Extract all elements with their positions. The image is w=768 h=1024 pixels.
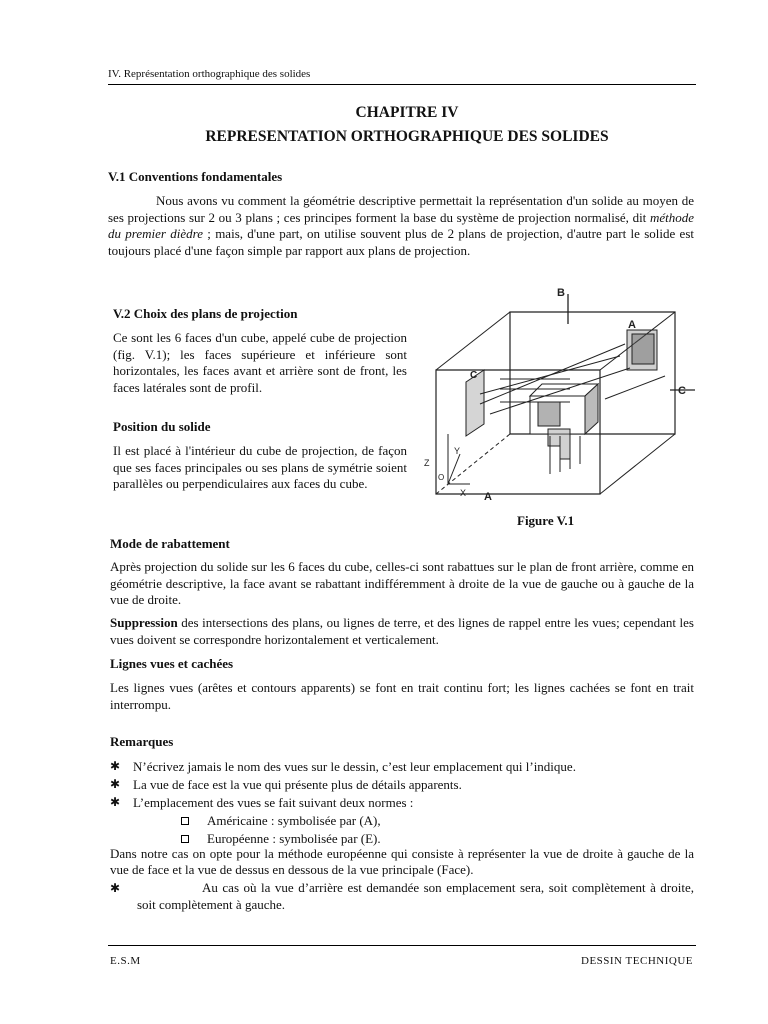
footer-right: DESSIN TECHNIQUE bbox=[581, 955, 693, 967]
position-paragraph: Il est placé à l'intérieur du cube de projection, de façon que ses faces principales ou ses plans de symétrie soient parallèles ou perpendiculaires aux faces du cube. bbox=[113, 443, 407, 491]
remarques-paragraph: Dans notre cas on opte pour la méthode européenne qui consiste à représenter la vue de droite à gauche de la vue de face et la vue de dessus en dessous de la vue principale (Face). bbox=[110, 846, 694, 877]
label-o: O bbox=[438, 473, 445, 482]
label-c-right: C bbox=[678, 385, 686, 397]
bullet-star-icon: ✱ bbox=[110, 795, 121, 809]
bullet-star-icon: ✱ bbox=[110, 759, 121, 773]
rabattement-paragraph: Après projection du solide sur les 6 faces du cube, celles-ci sont rabattues sur le plan de front arrière, comme en géométrie descriptive, la face avant se rabattant indifféremment à droite de la vue de gauche ou à gauche de la vue de droite. bbox=[110, 559, 694, 607]
list-item: ✱ Au cas où la vue d’arrière est demandée son emplacement sera, soit complètement à droite, soit complètement à gauche. bbox=[110, 880, 694, 912]
figure-caption: Figure V.1 bbox=[517, 513, 575, 528]
list-item: ✱ La vue de face est la vue qui présente plus de détails apparents. bbox=[110, 777, 462, 792]
chapter-number: CHAPITRE IV bbox=[355, 104, 459, 121]
label-z: Z bbox=[424, 458, 430, 468]
paragraph-v2: Ce sont les 6 faces d'un cube, appelé cube de projection (fig. V.1); les faces supérieure et inférieure sont horizontales, les faces avant et arrière sont de front, les faces latérales sont de profil. bbox=[113, 330, 407, 395]
suppression-paragraph: Suppression des intersections des plans, ou lignes de terre, et des lignes de rappel entre les vues; cependant les vues doivent se correspondre horizontalement et verticalement. bbox=[110, 615, 694, 647]
label-x: X bbox=[460, 488, 467, 498]
checkbox-square-icon bbox=[181, 835, 189, 843]
checkbox-square-icon bbox=[181, 817, 189, 825]
paragraph-v1: Nous avons vu comment la géométrie descriptive permettait la représentation d'un solide au moyen de ses projections sur 2 ou 3 plans ; ces principes forment la base du système de projection normalisé, dit méthode du premier dièdre ; mais, d'une part, on utilise souvent plus de 2 plans de projection, d'autre part le solide est toujours placé d'une façon simple par rapport aux plans de projection. bbox=[108, 193, 694, 258]
header-rule bbox=[108, 84, 696, 85]
projection-cube-figure bbox=[420, 284, 696, 510]
footer-rule bbox=[108, 945, 696, 946]
position-heading: Position du solide bbox=[113, 419, 211, 434]
label-c-left: C bbox=[470, 370, 478, 381]
lignes-heading: Lignes vues et cachées bbox=[110, 656, 234, 671]
label-y: Y bbox=[454, 446, 461, 456]
lignes-paragraph: Les lignes vues (arêtes et contours apparents) se font en trait continu fort; les lignes cachées se font en trait interrompu. bbox=[110, 680, 694, 712]
sub-list-item: Américaine : symbolisée par (A), bbox=[181, 812, 381, 829]
label-b: B bbox=[557, 287, 565, 299]
bullet-star-icon: ✱ bbox=[110, 777, 121, 791]
footer-left: E.S.M bbox=[110, 955, 141, 967]
label-a-bottom: A bbox=[484, 491, 492, 503]
sub-list-item: Européenne : symbolisée par (E). bbox=[181, 830, 381, 847]
remarques-heading: Remarques bbox=[110, 734, 174, 749]
section-heading-v2: V.2 Choix des plans de projection bbox=[113, 306, 298, 321]
chapter-title: REPRESENTATION ORTHOGRAPHIQUE DES SOLIDES bbox=[205, 128, 609, 145]
list-item: ✱ N’écrivez jamais le nom des vues sur le dessin, c’est leur emplacement qui l’indique. bbox=[110, 759, 576, 774]
rabattement-heading: Mode de rabattement bbox=[110, 536, 230, 551]
bullet-star-icon: ✱ bbox=[110, 881, 121, 895]
label-a-top: A bbox=[628, 319, 636, 331]
list-item: ✱ L’emplacement des vues se fait suivant deux normes : bbox=[110, 795, 414, 810]
running-header: IV. Représentation orthographique des solides bbox=[108, 68, 311, 80]
section-heading-v1: V.1 Conventions fondamentales bbox=[108, 169, 283, 184]
